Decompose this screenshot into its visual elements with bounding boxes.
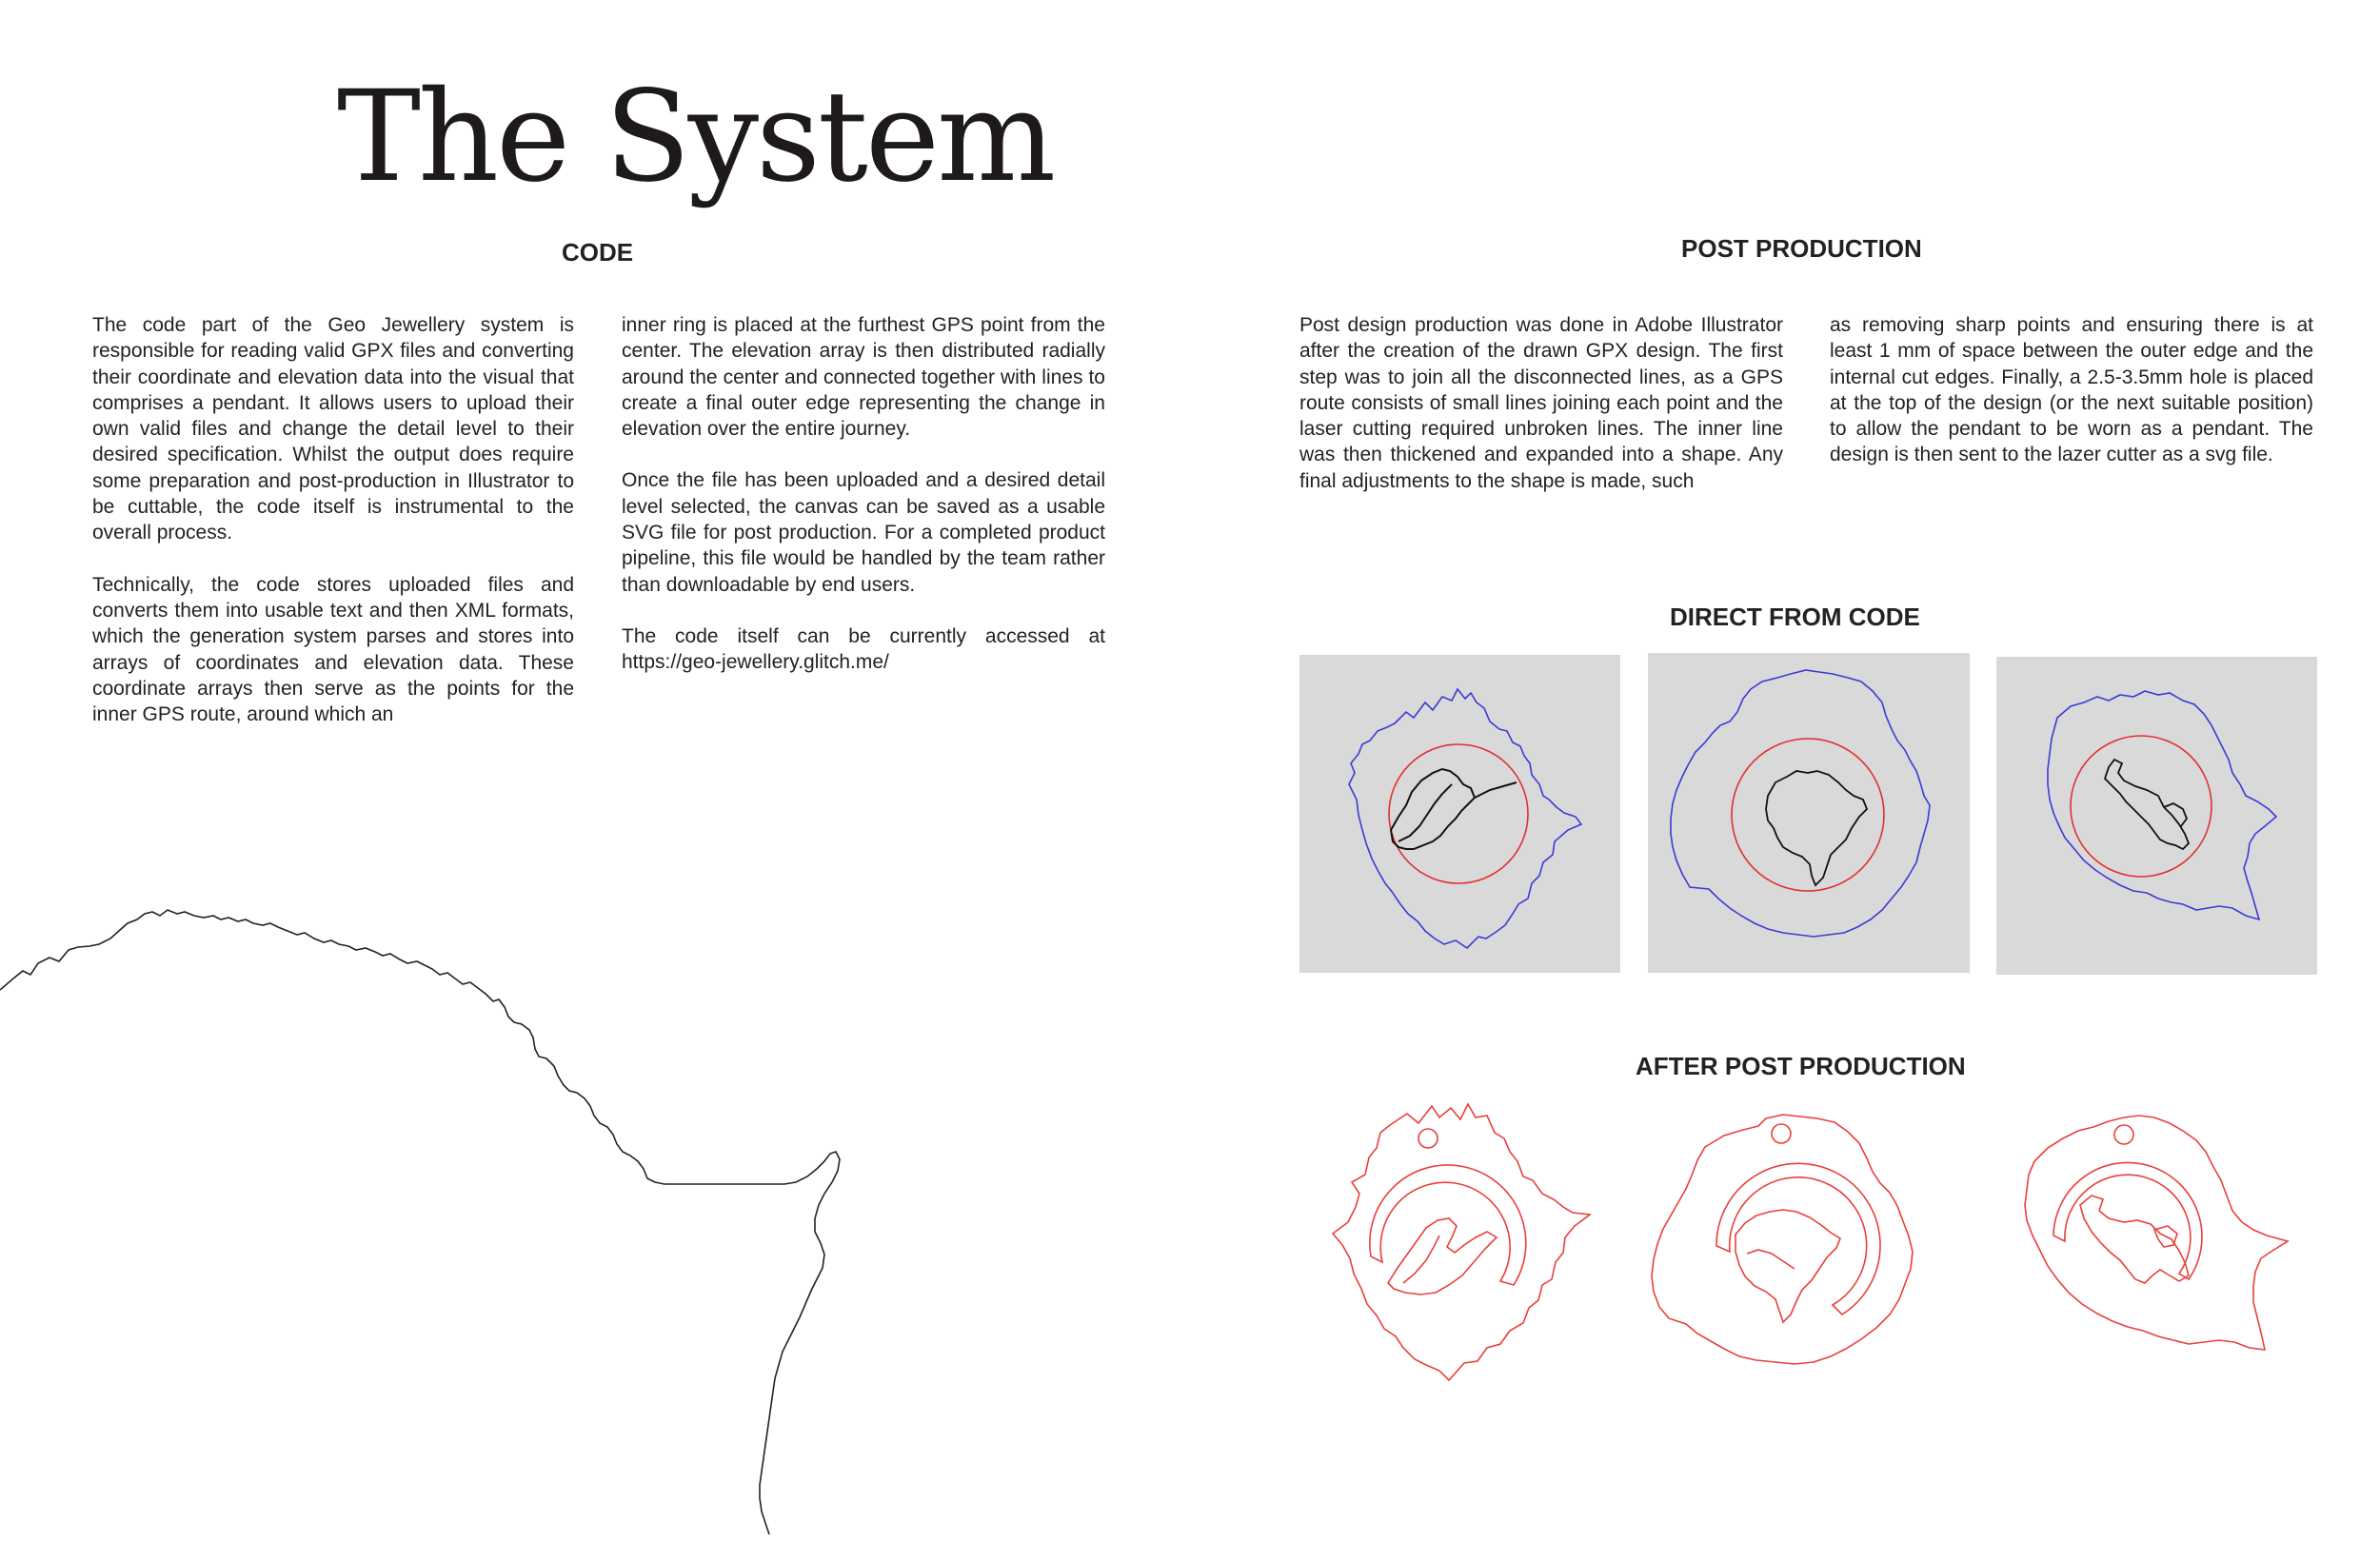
outer-elevation-edge (1349, 689, 1581, 948)
pendant-hole (2114, 1125, 2133, 1144)
outer-elevation-edge (1671, 670, 1930, 937)
page-title: The System (337, 64, 1054, 210)
code-left-column (92, 312, 574, 753)
finished-pendant-2 (1633, 1090, 1928, 1404)
pendant-outer-cut-edge (1333, 1104, 1590, 1380)
code-paragraph-1: The code part of the Geo Jewellery system is responsible for reading valid GPX files and converting their coordinate and elevation data into the visual that comprises a pendant. It allows users to upload their own valid files and change the detail level to their desired specification. Whilst the output does require some preparation and post-production in Illustrator to be cuttable, the code itself is instrumental to the overall process. (92, 314, 574, 544)
gps-route (1391, 769, 1517, 849)
code-output-panel-1 (1299, 655, 1620, 973)
finished-pendant-3 (1985, 1093, 2309, 1397)
gps-route (1766, 771, 1867, 885)
pendant-inner-ring (1370, 1165, 1526, 1285)
post-production-right-column (1830, 312, 2313, 494)
pendant-outer-cut-edge (1652, 1115, 1913, 1364)
code-heading: CODE (562, 238, 634, 267)
code-paragraph-5: The code itself can be currently accessed at https://geo-jewellery.glitch.me/ (622, 624, 1105, 674)
code-paragraph-4: Once the file has been uploaded and a desired detail level selected, the canvas can be saved as a usable SVG file for post production. For a completed product pipeline, this file would be handled by the team rather than downloadable by end users. (622, 469, 1105, 596)
gps-route (2105, 760, 2189, 849)
inner-ring (2071, 736, 2211, 877)
code-paragraph-2: Technically, the code stores uploaded files and converts them into usable text and then XML formats, which the generation system parses and stores into arrays of coordinates and elevation data. These coordinate arrays then serve as the points for the inner GPS route, around which an (92, 573, 574, 726)
direct-from-code-heading: DIRECT FROM CODE (1670, 603, 1920, 631)
code-output-panel-3 (1996, 657, 2317, 975)
decorative-elevation-line (0, 895, 857, 1542)
pendant-route-shape (1735, 1210, 1840, 1322)
post-production-paragraph-2: as removing sharp points and ensuring there is at least 1 mm of space between the outer edge and the internal cut edges. Finally, a 2.5-3.5mm hole is placed at the top of the design (or the next suitable position) to allow the pendant to be worn as a pendant. The design is then sent to the lazer cutter as a svg file. (1830, 314, 2313, 466)
code-paragraph-3: inner ring is placed at the furthest GPS point from the center. The elevation array is then distributed radially around the center and connected together with lines to create a final outer edge representing the change in elevation over the entire journey. (622, 314, 1105, 441)
code-right-column (622, 312, 1105, 702)
pendant-route-shape (2080, 1196, 2189, 1283)
code-output-panel-2 (1648, 653, 1970, 973)
finished-pendant-1 (1314, 1095, 1599, 1399)
pendant-hole (1772, 1124, 1791, 1143)
post-production-left-column (1299, 312, 1783, 520)
after-post-production-heading: AFTER POST PRODUCTION (1636, 1052, 1966, 1080)
post-production-heading: POST PRODUCTION (1681, 234, 1922, 263)
pendant-inner-ring (1716, 1163, 1880, 1315)
pendant-hole (1418, 1129, 1438, 1148)
pendant-route-shape (1388, 1218, 1497, 1295)
post-production-paragraph-1: Post design production was done in Adobe Illustrator after the creation of the drawn GPX design. The first step was to join all the disconnected lines, as a GPS route consists of small lines joining each point and the laser cutting required unbroken lines. The inner line was then thickened and expanded into a shape. Any final adjustments to the shape is made, such (1299, 314, 1783, 492)
